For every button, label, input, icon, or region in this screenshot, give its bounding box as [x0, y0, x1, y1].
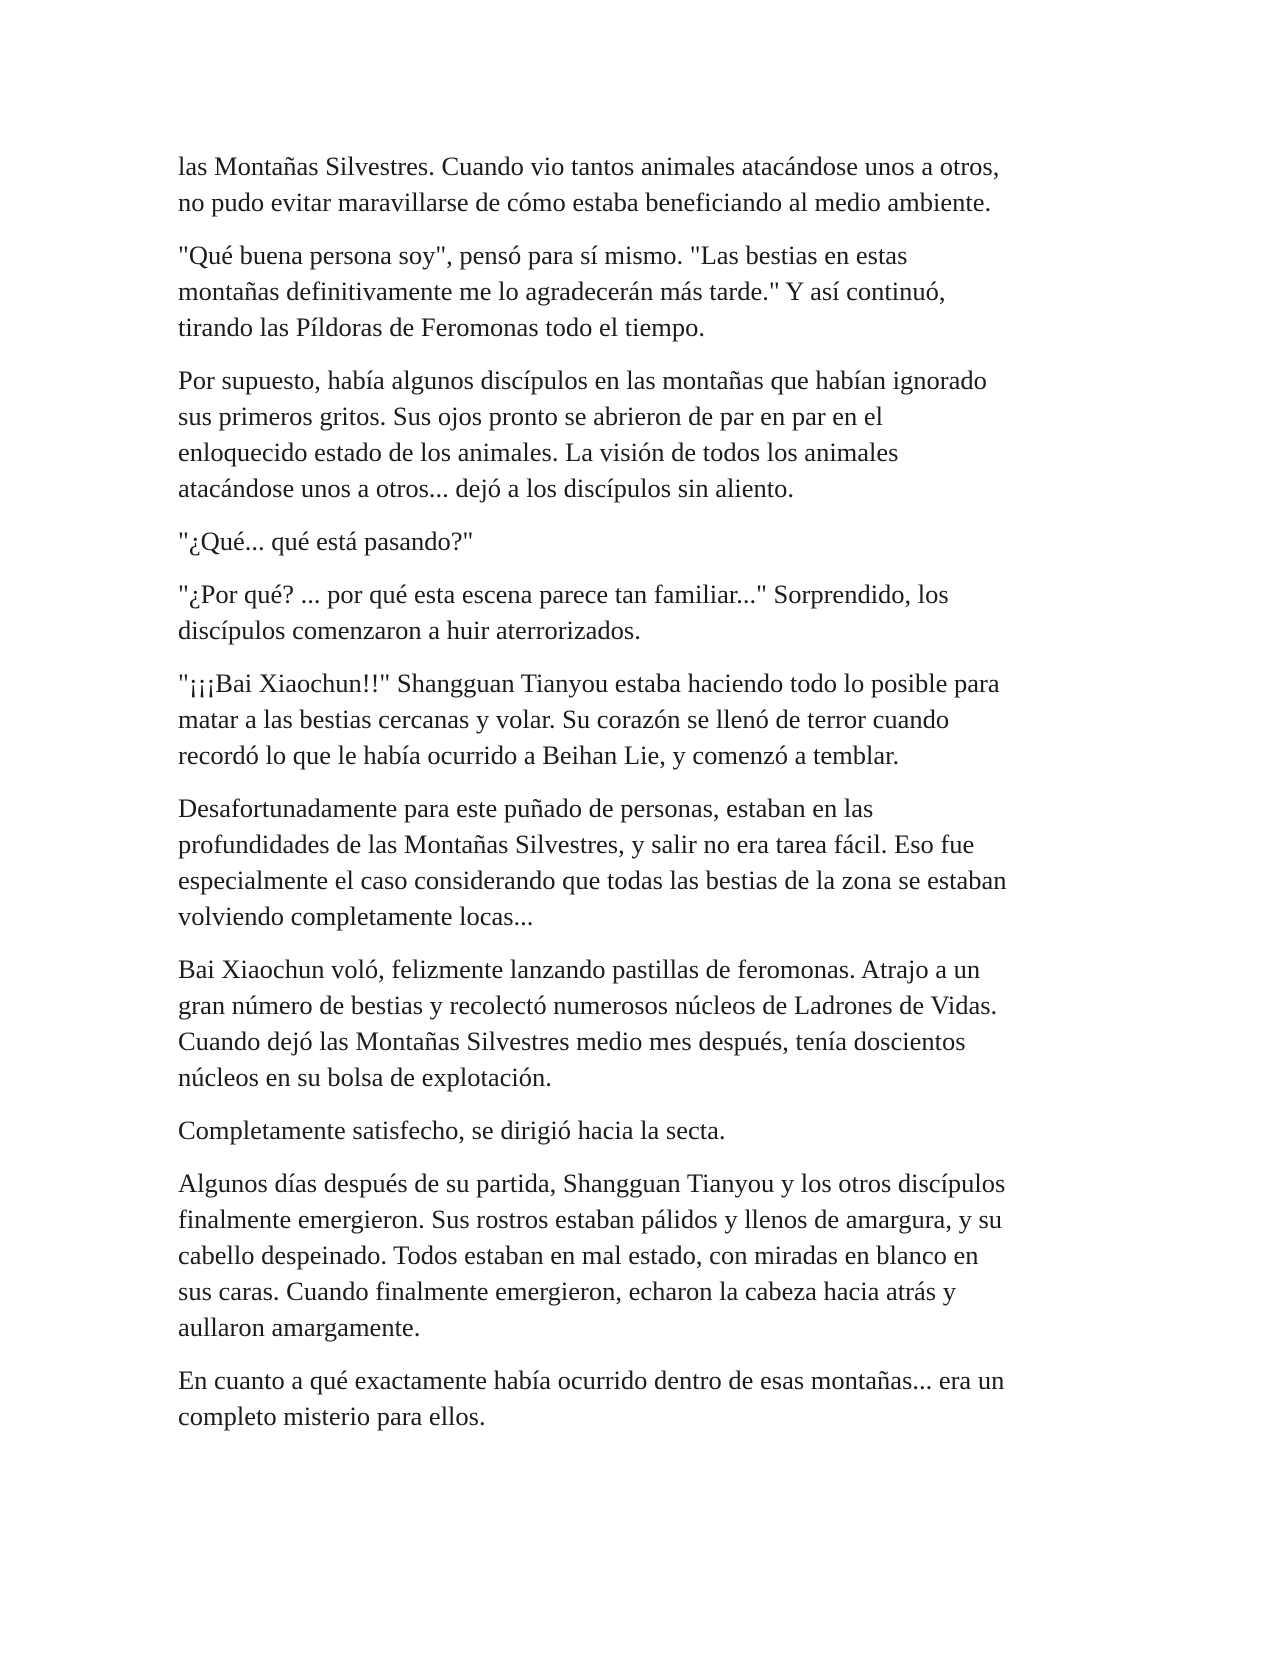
text-line: finalmente emergieron. Sus rostros estaban pálidos y llenos de amargura, y su	[178, 1204, 1003, 1234]
text-line: núcleos en su bolsa de explotación.	[178, 1062, 552, 1092]
text-line: atacándose unos a otros... dejó a los discípulos sin aliento.	[178, 473, 795, 503]
text-line: sus caras. Cuando finalmente emergieron, echaron la cabeza hacia atrás y	[178, 1276, 956, 1306]
text-line: "¿Por qué? ... por qué esta escena parece tan familiar..." Sorprendido, los	[178, 579, 949, 609]
text-line: especialmente el caso considerando que todas las bestias de la zona se estaban	[178, 865, 1007, 895]
text-line: recordó lo que le había ocurrido a Beihan Lie, y comenzó a temblar.	[178, 740, 900, 770]
paragraph	[178, 665, 1108, 773]
text-line: "¿Qué... qué está pasando?"	[178, 526, 474, 556]
text-line: aullaron amargamente.	[178, 1312, 421, 1342]
text-line: no pudo evitar maravillarse de cómo estaba beneficiando al medio ambiente.	[178, 187, 992, 217]
text-line: las Montañas Silvestres. Cuando vio tantos animales atacándose unos a otros,	[178, 151, 1000, 181]
text-line: montañas definitivamente me lo agradecerán más tarde." Y así continuó,	[178, 276, 946, 306]
text-line: gran número de bestias y recolectó numerosos núcleos de Ladrones de Vidas.	[178, 990, 998, 1020]
text-line: "Qué buena persona soy", pensó para sí mismo. "Las bestias en estas	[178, 240, 908, 270]
text-line: tirando las Píldoras de Feromonas todo el tiempo.	[178, 312, 705, 342]
text-line: En cuanto a qué exactamente había ocurrido dentro de esas montañas... era un	[178, 1365, 1005, 1395]
text-line: enloquecido estado de los animales. La visión de todos los animales	[178, 437, 899, 467]
text-line: discípulos comenzaron a huir aterrorizados.	[178, 615, 641, 645]
paragraph	[178, 1362, 1108, 1434]
paragraph	[178, 951, 1108, 1095]
paragraph	[178, 1165, 1108, 1345]
paragraph	[178, 790, 1108, 934]
paragraph	[178, 148, 1108, 220]
text-line: Completamente satisfecho, se dirigió hacia la secta.	[178, 1115, 726, 1145]
text-line: Cuando dejó las Montañas Silvestres medio mes después, tenía doscientos	[178, 1026, 966, 1056]
paragraph	[178, 523, 1108, 559]
paragraph	[178, 362, 1108, 506]
text-line: Bai Xiaochun voló, felizmente lanzando pastillas de feromonas. Atrajo a un	[178, 954, 981, 984]
text-line: sus primeros gritos. Sus ojos pronto se abrieron de par en par en el	[178, 401, 884, 431]
text-line: Algunos días después de su partida, Shangguan Tianyou y los otros discípulos	[178, 1168, 1006, 1198]
text-line: cabello despeinado. Todos estaban en mal estado, con miradas en blanco en	[178, 1240, 979, 1270]
paragraph	[178, 1112, 1108, 1148]
text-line: Desafortunadamente para este puñado de personas, estaban en las	[178, 793, 874, 823]
text-line: Por supuesto, había algunos discípulos en las montañas que habían ignorado	[178, 365, 987, 395]
paragraph	[178, 237, 1108, 345]
text-line: "¡¡¡Bai Xiaochun!!" Shangguan Tianyou estaba haciendo todo lo posible para	[178, 668, 1000, 698]
body-text	[178, 148, 1108, 1451]
text-line: matar a las bestias cercanas y volar. Su corazón se llenó de terror cuando	[178, 704, 950, 734]
text-line: volviendo completamente locas...	[178, 901, 534, 931]
text-line: profundidades de las Montañas Silvestres, y salir no era tarea fácil. Eso fue	[178, 829, 975, 859]
text-line: completo misterio para ellos.	[178, 1401, 486, 1431]
paragraph	[178, 576, 1108, 648]
